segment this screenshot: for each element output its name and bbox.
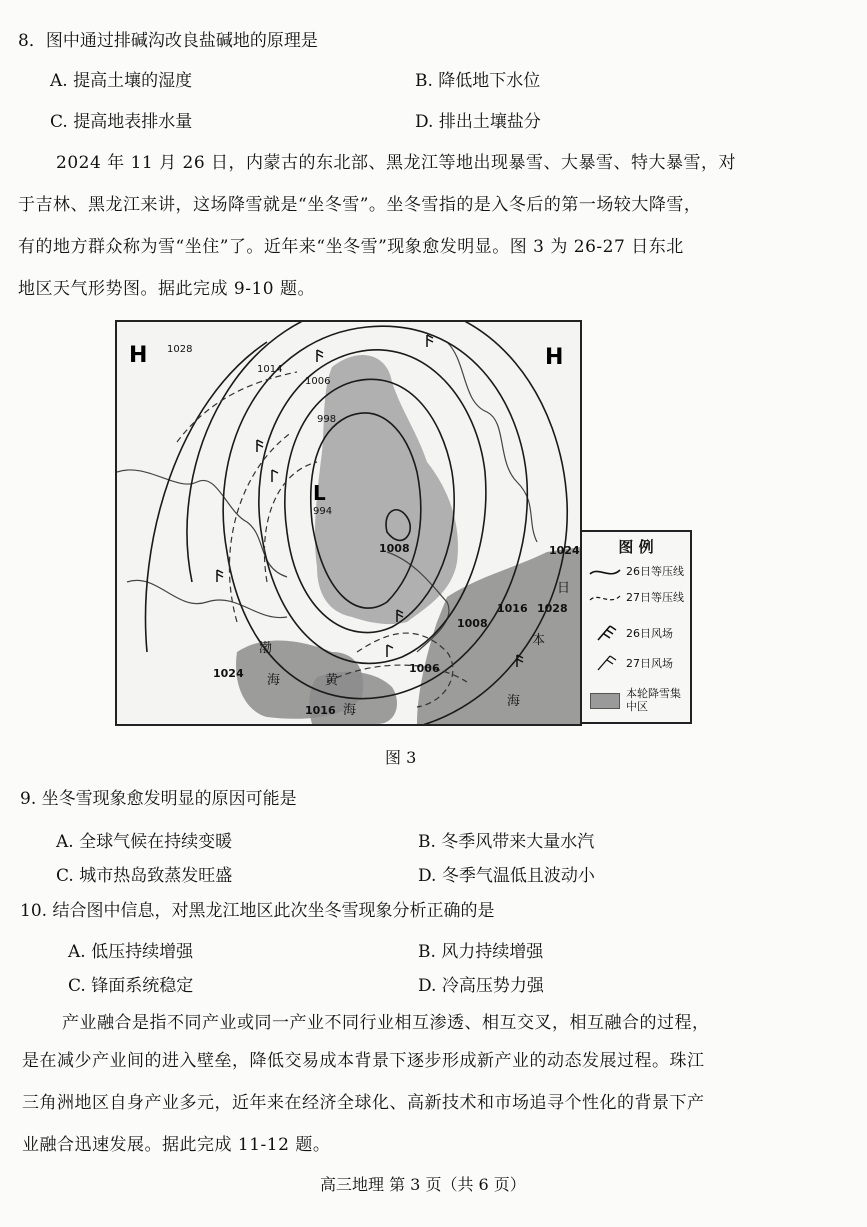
passage2-line-3: 三角洲地区自身产业多元，近年来在经济全球化、高新技术和市场追寻个性化的背景下产 xyxy=(22,1093,705,1113)
map-legend xyxy=(580,530,692,724)
isobar-label: 994 xyxy=(313,506,333,517)
high-pressure-west: H xyxy=(129,343,148,368)
q10-option-c: C. 锋面系统稳定 xyxy=(68,976,194,996)
passage2-line-4: 业融合迅速发展。据此完成 11-12 题。 xyxy=(22,1135,331,1155)
japan-sea-label-1: 日 xyxy=(557,581,571,596)
snow-area xyxy=(315,355,458,624)
legend-label: 26日等压线 xyxy=(626,565,684,578)
japan-sea-label-2: 本 xyxy=(532,633,546,648)
weather-map-svg xyxy=(117,322,580,724)
huanghai-label-1: 黄 xyxy=(325,673,339,688)
legend-label: 27日风场 xyxy=(626,657,673,670)
legend-title: 图 例 xyxy=(618,538,654,556)
high-pressure-east: H xyxy=(545,345,564,370)
wind-barb-icon xyxy=(588,622,622,642)
dashed-line-icon xyxy=(588,588,622,608)
passage2-line-1: 产业融合是指不同产业或同一产业不同行业相互渗透、相互交叉，相互融合的过程， xyxy=(62,1013,710,1033)
isobar-label: 1028 xyxy=(167,344,193,355)
low-pressure: L xyxy=(313,481,326,505)
isobar-label: 1006 xyxy=(409,662,440,675)
snow-swatch xyxy=(590,693,620,709)
isobar-label: 1008 xyxy=(457,617,488,630)
q10-option-a: A. 低压持续增强 xyxy=(68,942,194,962)
q8-stem: 8．图中通过排碱沟改良盐碱地的原理是 xyxy=(18,31,318,51)
wind-barb-light-icon xyxy=(588,652,622,672)
isobar-label: 1016 xyxy=(305,704,336,717)
solid-line-icon xyxy=(588,562,622,582)
isobar-label: 1006 xyxy=(305,376,331,387)
bohai-label-2: 海 xyxy=(267,673,281,688)
legend-label: 26日风场 xyxy=(626,627,673,640)
q8-option-d: D. 排出土壤盐分 xyxy=(415,112,541,132)
legend-label: 27日等压线 xyxy=(626,591,684,604)
legend-row-wind-27 xyxy=(588,652,688,674)
q9-option-b: B. 冬季风带来大量水汽 xyxy=(418,832,595,852)
bohai-label-1: 渤 xyxy=(259,641,273,656)
q8-option-b: B. 降低地下水位 xyxy=(415,71,541,91)
q10-option-d: D. 冷高压势力强 xyxy=(418,976,544,996)
legend-row-isobar-27 xyxy=(588,586,688,608)
page-footer: 高三地理 第 3 页（共 6 页） xyxy=(320,1175,526,1194)
q10-option-b: B. 风力持续增强 xyxy=(418,942,544,962)
passage2-line-2: 是在减少产业间的进入壁垒，降低交易成本背景下逐步形成新产业的动态发展过程。珠江 xyxy=(22,1051,705,1071)
huanghai-label-2: 海 xyxy=(343,703,357,718)
q10-stem: 10. 结合图中信息，对黑龙江地区此次坐冬雪现象分析正确的是 xyxy=(20,901,495,921)
q9-stem: 9. 坐冬雪现象愈发明显的原因可能是 xyxy=(20,789,297,809)
q8-option-c: C. 提高地表排水量 xyxy=(50,112,193,132)
legend-row-wind-26 xyxy=(588,622,688,644)
isobar-label: 998 xyxy=(317,414,337,425)
passage1-line-2: 于吉林、黑龙江来讲，这场降雪就是“坐冬雪”。坐冬雪指的是入冬后的第一场较大降雪， xyxy=(18,195,702,215)
isobar-label: 1028 xyxy=(537,602,568,615)
isobar-label: 1008 xyxy=(379,542,410,555)
japan-sea-label-3: 海 xyxy=(507,694,521,709)
isobar-label: 1014 xyxy=(257,364,283,375)
figure-caption: 图 3 xyxy=(385,748,417,767)
isobar-label: 1024 xyxy=(549,544,580,557)
weather-map xyxy=(115,320,582,726)
q8-option-a: A. 提高土壤的湿度 xyxy=(50,71,193,91)
q9-option-c: C. 城市热岛致蒸发旺盛 xyxy=(56,866,233,886)
legend-row-isobar-26 xyxy=(588,560,688,582)
q9-option-a: A. 全球气候在持续变暖 xyxy=(56,832,233,852)
passage1-line-4: 地区天气形势图。据此完成 9-10 题。 xyxy=(18,279,315,299)
isobar-label: 1024 xyxy=(213,667,244,680)
passage1-line-1: 2024 年 11 月 26 日，内蒙古的东北部、黑龙江等地出现暴雪、大暴雪、特大暴雪，对 xyxy=(56,153,737,173)
passage1-line-3: 有的地方群众称为雪“坐住”了。近年来“坐冬雪”现象愈发明显。图 3 为 26-27 日东北 xyxy=(18,237,684,257)
legend-label: 本轮降雪集中区 xyxy=(626,687,681,713)
legend-row-snow xyxy=(588,687,688,717)
isobar-label: 1016 xyxy=(497,602,528,615)
q9-option-d: D. 冬季气温低且波动小 xyxy=(418,866,595,886)
